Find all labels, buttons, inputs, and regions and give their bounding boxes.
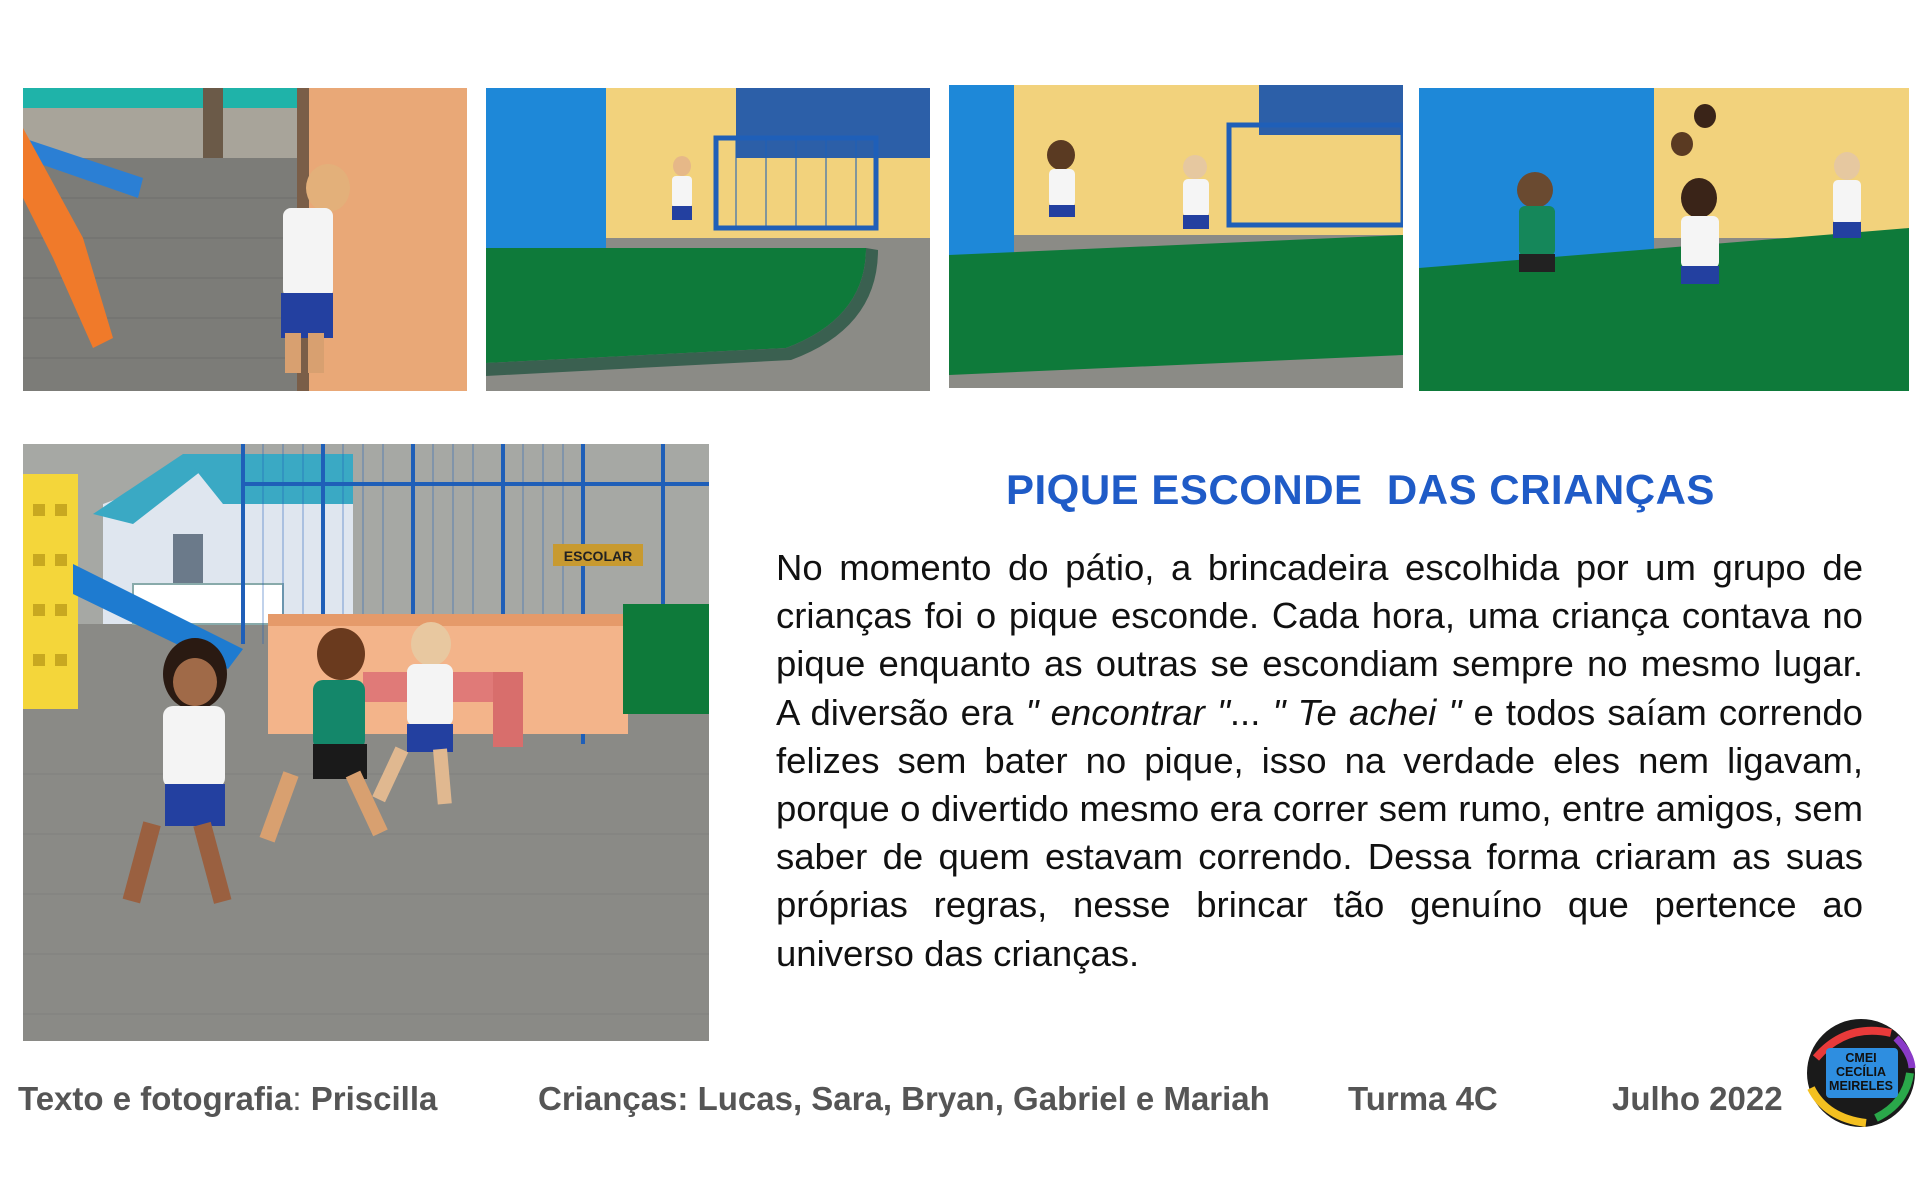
page-title: PIQUE ESCONDE DAS CRIANÇAS	[1006, 466, 1715, 513]
paragraph-text-3: e todos saíam correndo felizes sem bater no pique, isso na verdade eles nem ligavam, porque o divertido mesmo era correr sem rumo, entre amigos, sem saber de quem estavam correndo. Dessa forma criaram as suas próprias regras, nesse brincar tão genuíno que pertence ao universo das crianças.	[776, 691, 1863, 974]
photo-playground-race	[23, 444, 709, 1041]
photo-child-running	[486, 88, 930, 391]
paragraph-quote-1: " encontrar "	[1025, 691, 1230, 733]
photo-children-running-away	[1419, 88, 1909, 391]
footer-author-separator: :	[292, 1080, 311, 1117]
logo-line-2: CECÍLIA	[1836, 1065, 1886, 1079]
photo-sign-text: ESCOLAR	[563, 548, 633, 564]
school-logo-text	[1825, 1046, 1897, 1098]
footer-author	[18, 1080, 437, 1118]
story-paragraph	[776, 544, 1863, 978]
photo-children-hiding	[949, 85, 1403, 388]
paragraph-quote-2: " Te achei "	[1272, 691, 1462, 733]
paragraph-text-2: ...	[1229, 691, 1273, 733]
footer-author-label: Texto e fotografia	[18, 1080, 293, 1117]
photo-child-counting	[23, 88, 467, 391]
paragraph-text-1: No momento do pátio, a brincadeira escolhida por um grupo de crianças foi o pique esconde. Cada hora, uma criança contava no pique enquanto as outras se escondiam sempre no mesmo lugar. A diversão era	[776, 547, 1863, 733]
footer-date: Julho 2022	[1612, 1080, 1783, 1117]
logo-line-1: CMEI	[1845, 1051, 1877, 1065]
logo-line-3: MEIRELES	[1829, 1079, 1893, 1093]
footer-children: Crianças: Lucas, Sara, Bryan, Gabriel e Mariah	[538, 1080, 1270, 1117]
footer-author-name: Priscilla	[310, 1080, 438, 1117]
footer-class: Turma 4C	[1348, 1080, 1498, 1117]
